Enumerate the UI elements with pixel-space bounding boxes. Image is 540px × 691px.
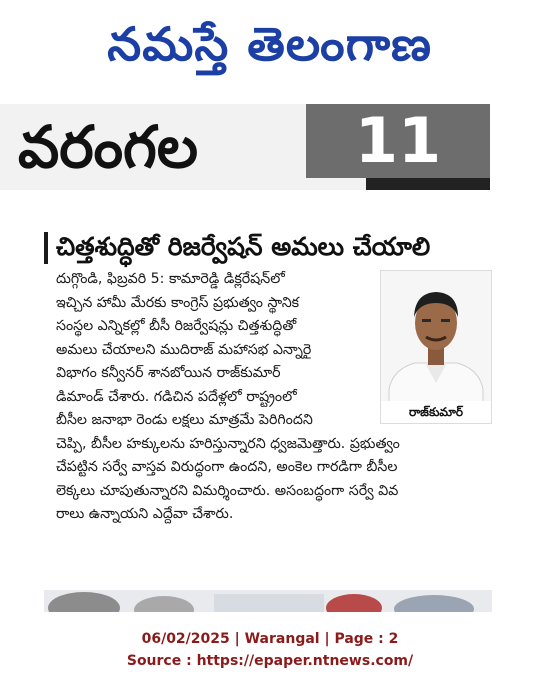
photo-caption: రాజ్‌కుమార్ [381, 401, 491, 423]
person-photo [380, 270, 492, 424]
article-line: లెక్కలు చూపుతున్నారని విమర్శించారు. అసంబద్ధంగా సర్వే వివ [56, 482, 399, 499]
article-line: చేపట్టిన సర్వే వాస్తవ విరుద్ధంగా ఉందని, అంకెల గారడిగా బీసీల [56, 459, 398, 475]
masthead [0, 0, 540, 100]
newspaper-logo: నమస్తే తెలంగాణ [107, 17, 433, 71]
next-article-image-strip [44, 590, 492, 612]
section-name: వరంగల [18, 113, 198, 181]
article-line: రాలు ఉన్నాయని ఎద్దేవా చేశారు. [56, 506, 234, 522]
article-line: అమలు చేయాలని ముదిరాజ్ మహాసభ ఎన్నారై [56, 341, 312, 358]
footer-source-link[interactable]: Source : https://epaper.ntnews.com/ [126, 653, 414, 669]
article-line: ఇచ్చిన హామీ మేరకు కాంగ్రెస్ ప్రభుత్వం స్థానిక [56, 294, 300, 311]
article-line: చెప్పి, బీసీల హక్కులను హరిస్తున్నారని ధ్వజమెత్తారు. ప్రభుత్వం [56, 435, 400, 452]
article-line: డిమాండ్ చేశారు. గడిచిన పదేళ్లలో రాష్ట్రంలో [56, 388, 297, 405]
article-line: బీసీల జనాభా రెండు లక్షలు మాత్రమే పెరిగిందని [56, 412, 313, 428]
article-line: విభాగం కన్వీనర్ శానబోయిన రాజ్‌కుమార్ [56, 365, 281, 381]
page-number: 11 [306, 104, 490, 178]
article-line: దుగ్గొండి, ఫిబ్రవరి 5: కామారెడ్డి డిక్లరేషన్‌లో [56, 271, 285, 287]
partial-photo-icon [44, 590, 492, 612]
article-headline: చిత్తశుద్ధితో రిజర్వేషన్ అమలు చేయాలి [56, 232, 431, 261]
section-band [0, 104, 490, 190]
footer-date-line: 06/02/2025 | Warangal | Page : 2 [141, 631, 399, 647]
footer [0, 628, 540, 672]
article-line: సంస్థల ఎన్నికల్లో బీసీ రిజర్వేషన్లు చిత్తశుద్ధితో [56, 318, 297, 334]
headline-bar [44, 232, 48, 264]
